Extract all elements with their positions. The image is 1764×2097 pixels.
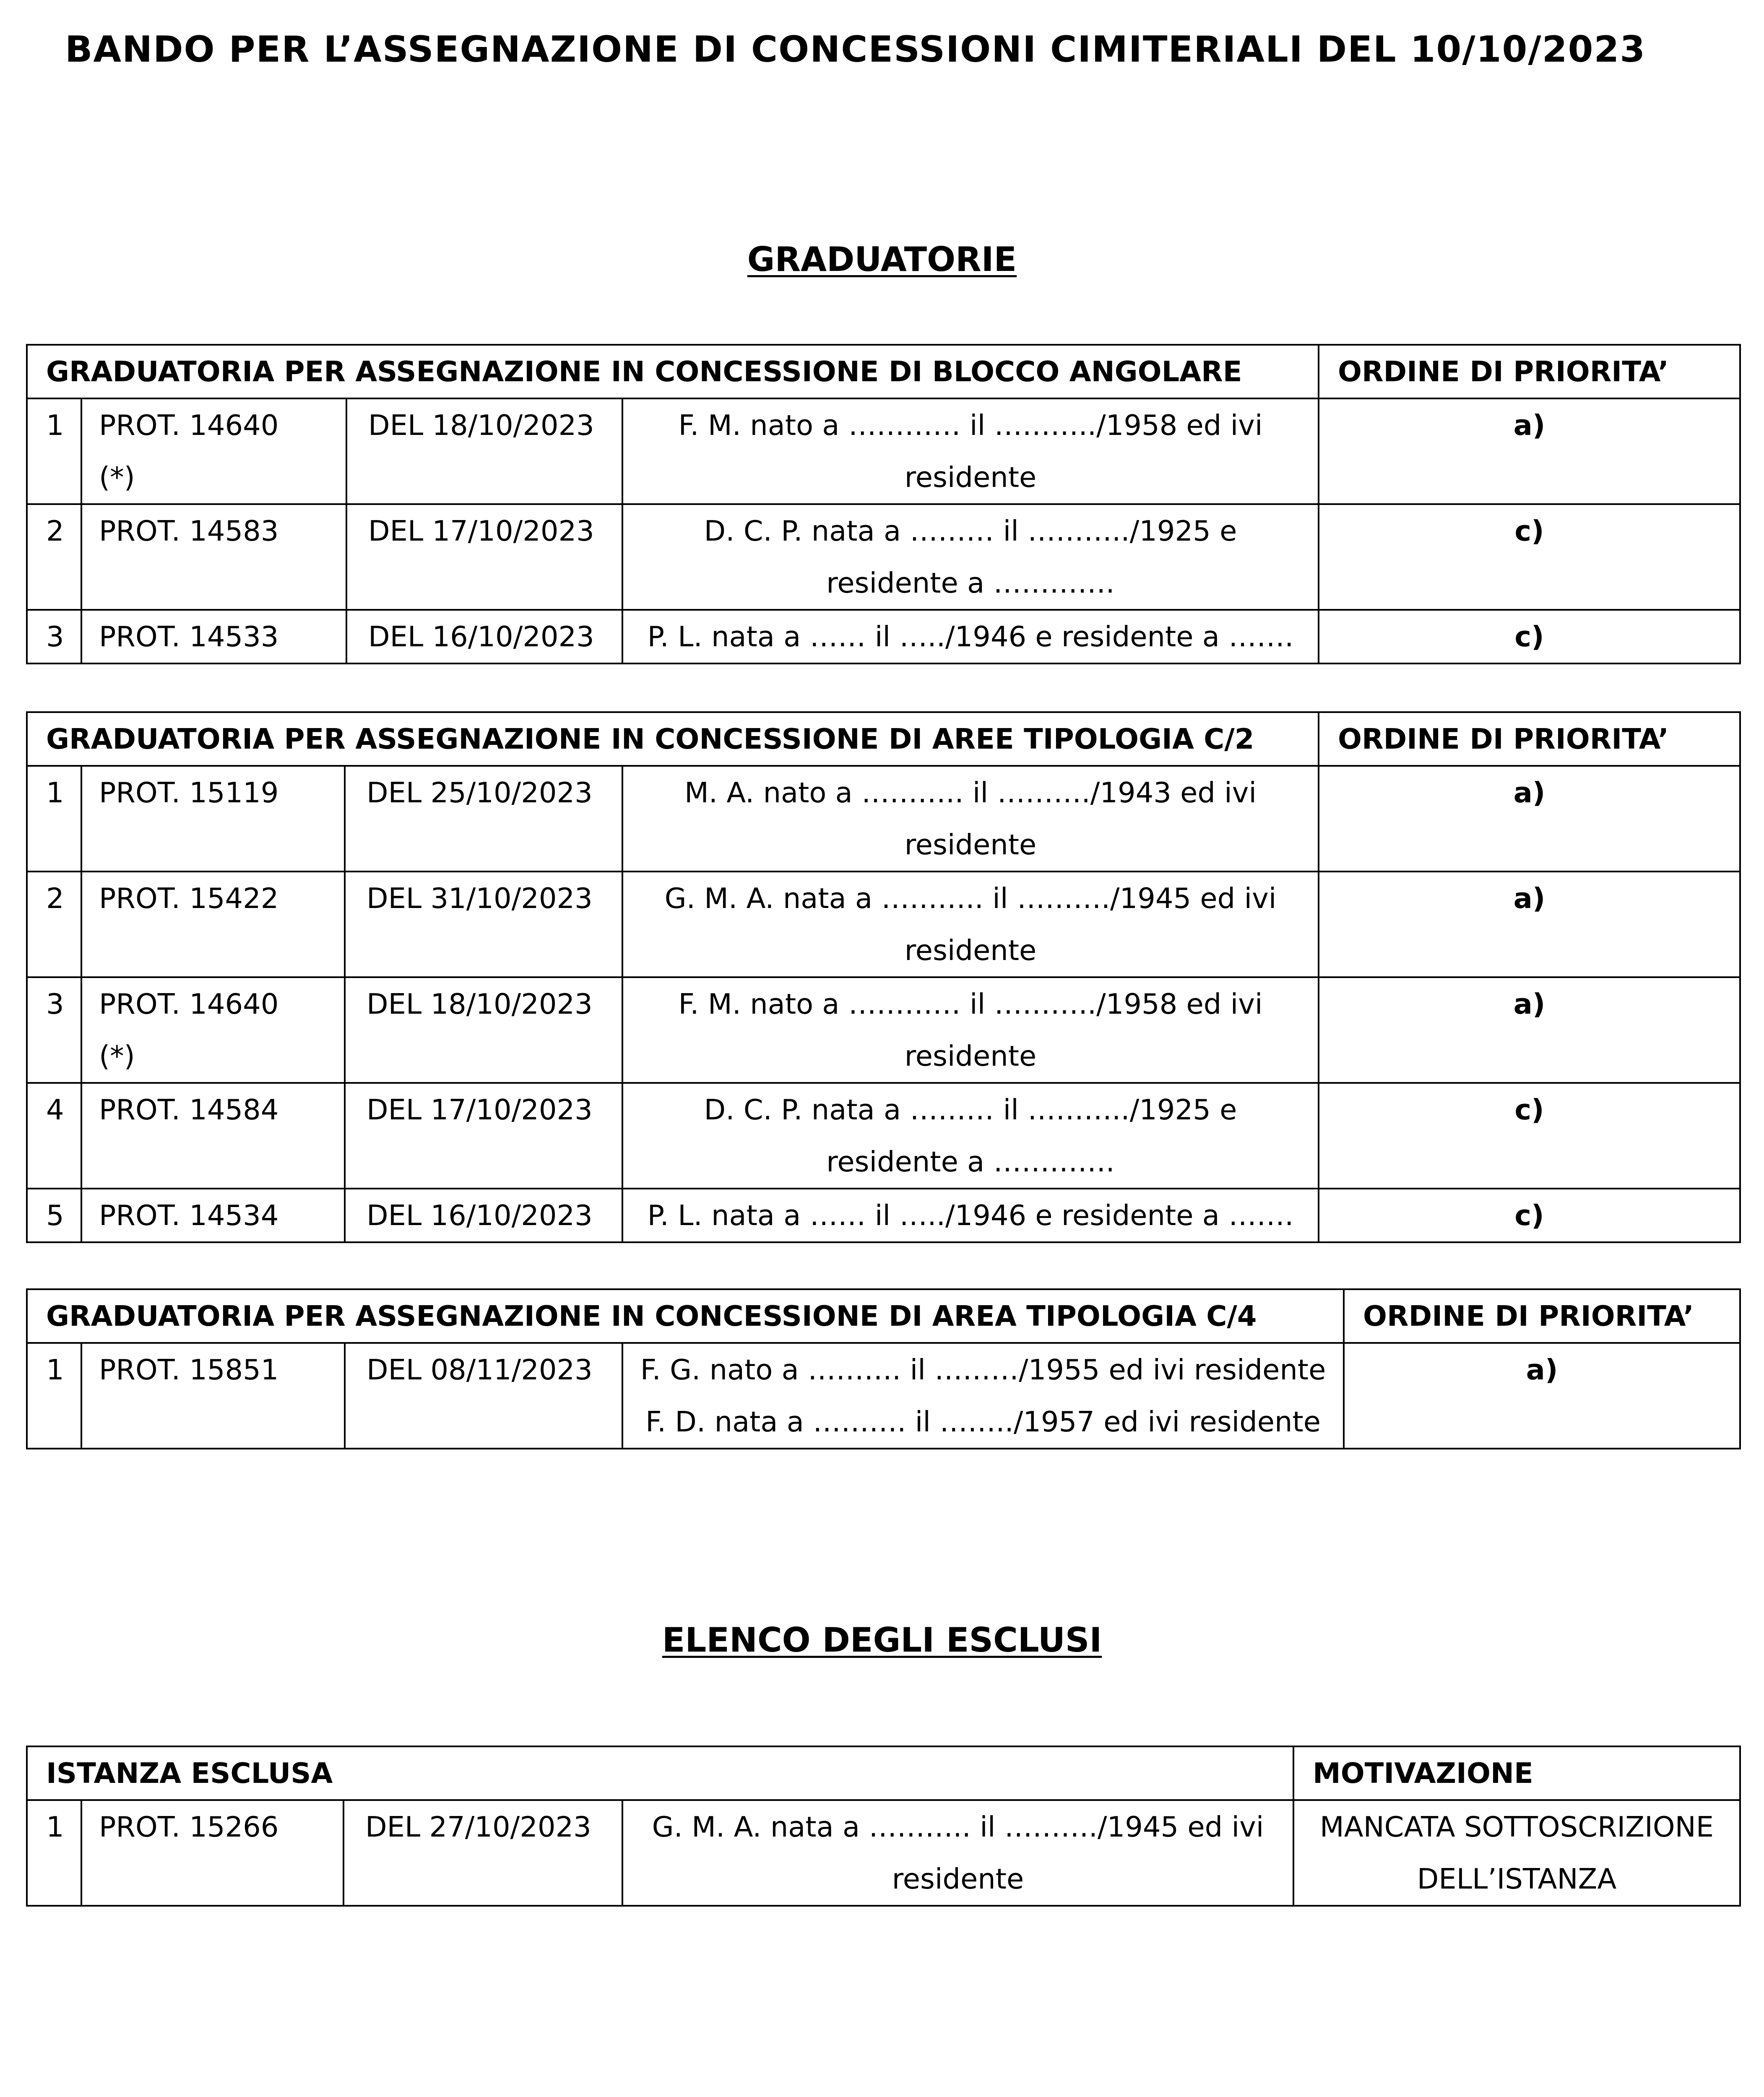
priority-cell: c) [1319, 610, 1740, 663]
applicant-line: F. M. nato a ………… il ………../1958 ed ivi [678, 988, 1263, 1020]
row-number: 4 [27, 1083, 81, 1189]
applicant-line: D. C. P. nata a ……… il ………../1925 e [704, 515, 1237, 547]
excluded-table [26, 1746, 1741, 1907]
protocol-cell: PROT. 14584 [81, 1083, 345, 1189]
priority-cell: a) [1319, 398, 1740, 504]
ranking-table-aree-c2 [26, 711, 1741, 1243]
applicant-line: residente [904, 934, 1037, 967]
date-cell: DEL 27/10/2023 [343, 1800, 622, 1906]
row-number: 2 [27, 872, 81, 977]
row-number: 1 [27, 766, 81, 872]
date-cell: DEL 17/10/2023 [346, 504, 622, 610]
applicant-cell [622, 1800, 1293, 1906]
table-row [27, 1083, 1740, 1189]
document-title: BANDO PER L’ASSEGNAZIONE DI CONCESSIONI CIMITERIALI DEL 10/10/2023 [65, 29, 1646, 70]
table-row [27, 872, 1740, 977]
protocol-cell: PROT. 15422 [81, 872, 345, 977]
reason-line: MANCATA SOTTOSCRIZIONE [1319, 1811, 1714, 1843]
table-header-row [27, 345, 1740, 398]
applicant-line: residente [904, 828, 1037, 861]
priority-cell: a) [1319, 872, 1740, 977]
ranking-table-title: GRADUATORIA PER ASSEGNAZIONE IN CONCESSIONE DI AREE TIPOLOGIA C/2 [27, 712, 1319, 766]
priority-cell: a) [1319, 766, 1740, 872]
priority-cell: c) [1319, 1189, 1740, 1242]
protocol-cell: PROT. 14583 [81, 504, 346, 610]
applicant-line: residente [904, 1040, 1037, 1072]
ranking-table-blocco-angolare [26, 344, 1741, 664]
protocol-number: PROT. 14640 [99, 409, 279, 442]
applicant-cell [622, 1083, 1319, 1189]
protocol-note: (*) [99, 1040, 135, 1072]
applicant-cell [622, 766, 1319, 872]
priority-cell: a) [1319, 977, 1740, 1083]
applicant-line: residente a …………. [826, 1145, 1115, 1178]
applicant-line: residente [892, 1863, 1024, 1895]
applicant-line: residente [904, 461, 1037, 494]
protocol-cell: PROT. 15119 [81, 766, 345, 872]
ranking-table-area-c4 [26, 1288, 1741, 1449]
protocol-cell: PROT. 15266 [81, 1800, 343, 1906]
row-number: 2 [27, 504, 81, 610]
row-number: 3 [27, 610, 81, 663]
date-cell: DEL 18/10/2023 [345, 977, 622, 1083]
row-number: 1 [27, 1800, 81, 1906]
date-cell: DEL 16/10/2023 [346, 610, 622, 663]
excluded-heading: ELENCO DEGLI ESCLUSI [662, 1621, 1102, 1660]
priority-cell: c) [1319, 504, 1740, 610]
applicant-cell [622, 872, 1319, 977]
date-cell: DEL 25/10/2023 [345, 766, 622, 872]
date-cell: DEL 08/11/2023 [345, 1343, 622, 1449]
table-header-row [27, 1746, 1740, 1800]
priority-column-header: ORDINE DI PRIORITA’ [1319, 712, 1740, 766]
priority-cell: a) [1344, 1343, 1740, 1449]
applicant-cell [622, 977, 1319, 1083]
applicant-line: residente a …………. [826, 567, 1115, 599]
table-header-row [27, 1289, 1740, 1343]
applicant-cell: P. L. nata a …… il …../1946 e residente a ……. [622, 610, 1319, 663]
reason-cell [1293, 1800, 1740, 1906]
priority-column-header: ORDINE DI PRIORITA’ [1344, 1289, 1740, 1343]
protocol-cell: PROT. 14534 [81, 1189, 345, 1242]
date-cell: DEL 16/10/2023 [345, 1189, 622, 1242]
applicant-cell [622, 1343, 1344, 1449]
table-row [27, 1189, 1740, 1242]
table-row [27, 610, 1740, 663]
ranking-table-title: GRADUATORIA PER ASSEGNAZIONE IN CONCESSIONE DI AREA TIPOLOGIA C/4 [27, 1289, 1344, 1343]
applicant-line: G. M. A. nata a ……….. il ………./1945 ed ivi [652, 1811, 1264, 1843]
protocol-note: (*) [99, 461, 135, 494]
excluded-table-title: ISTANZA ESCLUSA [27, 1746, 1293, 1800]
applicant-line: D. C. P. nata a ……… il ………../1925 e [704, 1093, 1237, 1126]
table-header-row [27, 712, 1740, 766]
table-row [27, 1343, 1740, 1449]
protocol-number: PROT. 14640 [99, 988, 279, 1020]
applicant-line: F. G. nato a ………. il ………/1955 ed ivi residente [640, 1353, 1326, 1386]
reason-line: DELL’ISTANZA [1417, 1863, 1617, 1895]
rankings-heading: GRADUATORIE [747, 240, 1017, 279]
applicant-cell [622, 504, 1319, 610]
date-cell: DEL 18/10/2023 [346, 398, 622, 504]
protocol-cell: PROT. 15851 [81, 1343, 345, 1449]
priority-column-header: ORDINE DI PRIORITA’ [1319, 345, 1740, 398]
applicant-line: F. D. nata a ………. il ……../1957 ed ivi residente [645, 1405, 1321, 1438]
table-row [27, 398, 1740, 504]
table-row [27, 977, 1740, 1083]
applicant-cell: P. L. nata a …… il …../1946 e residente a ……. [622, 1189, 1319, 1242]
applicant-line: F. M. nato a ………… il ………../1958 ed ivi [678, 409, 1263, 442]
row-number: 5 [27, 1189, 81, 1242]
applicant-cell [622, 398, 1319, 504]
applicant-line: M. A. nato a ……….. il ………./1943 ed ivi [684, 776, 1257, 809]
row-number: 1 [27, 1343, 81, 1449]
protocol-cell: PROT. 14533 [81, 610, 346, 663]
priority-cell: c) [1319, 1083, 1740, 1189]
table-row [27, 1800, 1740, 1906]
protocol-cell [81, 398, 346, 504]
table-row [27, 766, 1740, 872]
date-cell: DEL 31/10/2023 [345, 872, 622, 977]
table-row [27, 504, 1740, 610]
row-number: 3 [27, 977, 81, 1083]
protocol-cell [81, 977, 345, 1083]
date-cell: DEL 17/10/2023 [345, 1083, 622, 1189]
applicant-line: G. M. A. nata a ……….. il ………./1945 ed ivi [664, 882, 1277, 915]
ranking-table-title: GRADUATORIA PER ASSEGNAZIONE IN CONCESSIONE DI BLOCCO ANGOLARE [27, 345, 1319, 398]
reason-column-header: MOTIVAZIONE [1293, 1746, 1740, 1800]
row-number: 1 [27, 398, 81, 504]
